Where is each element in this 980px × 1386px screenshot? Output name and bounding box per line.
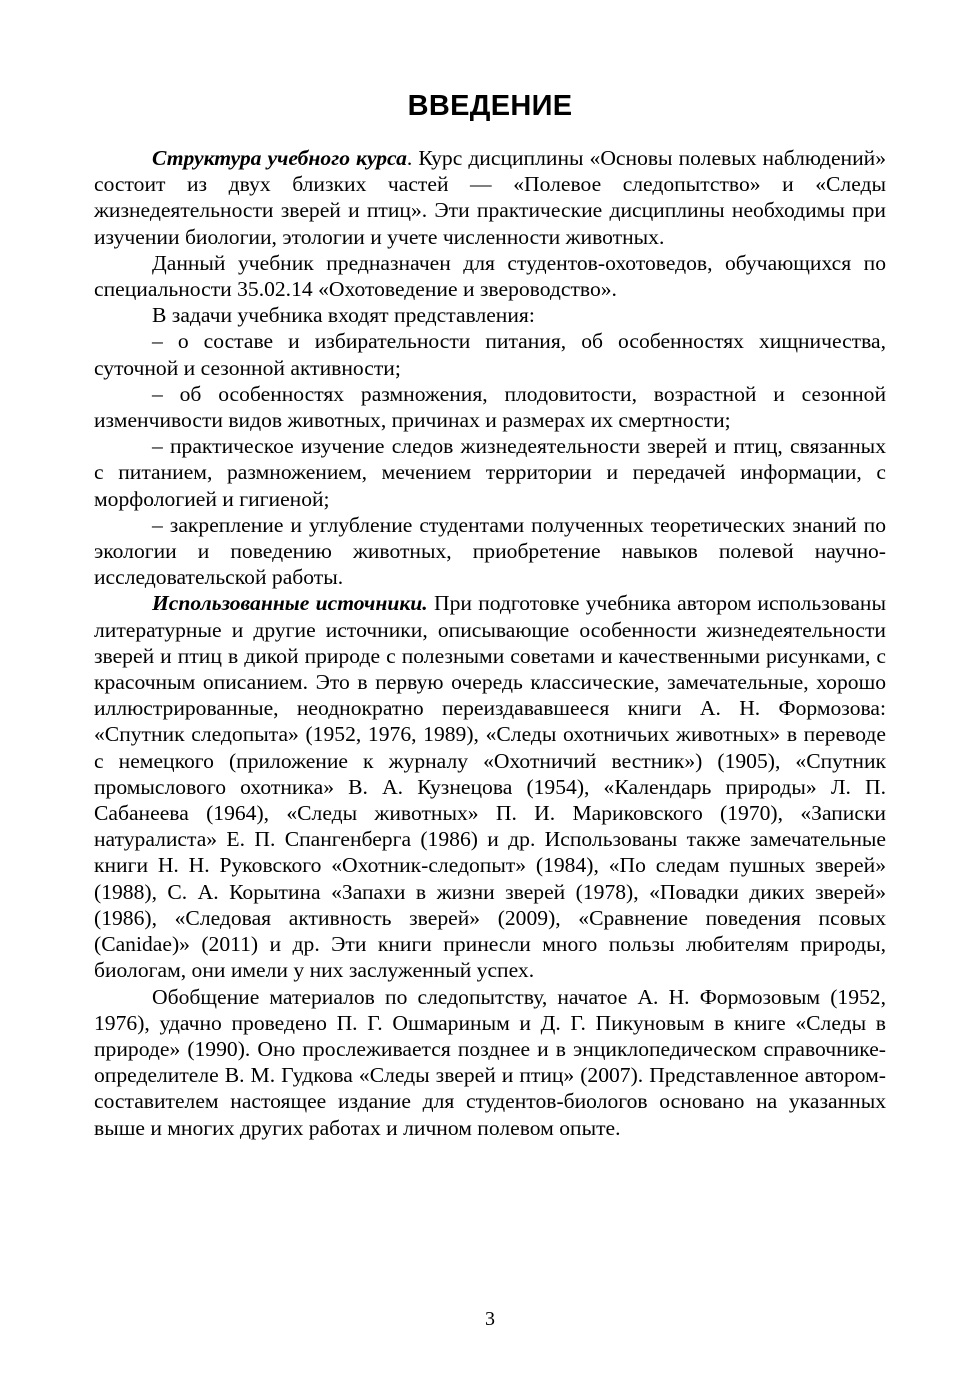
paragraph-text: Курс дисциплины «Основы полевых наблюдений» состоит из двух близких частей — «Полевое следопытство» и «Следы жизнедеятельности зверей и птиц». Эти практические дисциплины необходимы при изучении биологии, этологии и учете численности животных. [94, 146, 886, 249]
list-item-task-3: – практическое изучение следов жизнедеятельности зверей и птиц, связанных с питанием, размножением, мечением территории и передачей информации, с морфологией и гигиеной; [94, 434, 886, 511]
paragraph-lead-tail: . [406, 146, 413, 170]
body-text [94, 145, 886, 1141]
paragraph-text: При подготовке учебника автором использованы литературные и другие источники, описывающие особенности жизнедеятельности зверей и птиц в дикой природе с полезными советами и качественными рисунками, с красочным описанием. Это в первую очередь классические, замечательные, хорошо иллюстрированные, неоднократно переиздававшееся книги А. Н. Формозова: «Спутник следопыта» (1952, 1976, 1989), «Следы охотничьих животных» в переводе с немецкого (приложение к журналу «Охотничий вестник») (1905), «Спутник промыслового охотника» В. А. Кузнецова (1954), «Календарь природы» Л. П. Сабанеева (1964), «Следы животных» П. И. Мариковского (1970), «Записки натуралиста» Е. П. Спангенберга (1986) и др. Использованы также замечательные книги Н. Н. Руковского «Охотник-следопыт» (1984), «По следам пушных зверей» (1988), С. А. Корытина «Запахи в жизни зверей (1978), «Повадки диких зверей» (1986), «Следовая активность зверей» (2009), «Сравнение поведения псовых (Canidae)» (2011) и др. Эти книги принесли много пользы любителям природы, биологам, они имели у них заслуженный успех. [94, 591, 886, 983]
paragraph-lead: Использованные источники. [152, 591, 428, 616]
list-item-task-2: – об особенностях размножения, плодовитости, возрастной и сезонной изменчивости видов животных, причинах и размерах их смертности; [94, 381, 886, 433]
list-item-task-1: – о составе и избирательности питания, об особенностях хищничества, суточной и сезонной активности; [94, 329, 886, 380]
page-content [94, 90, 886, 1141]
paragraph-sources [94, 590, 886, 983]
paragraph-tasks-intro: В задачи учебника входят представления: [152, 303, 535, 328]
page-title: ВВЕДЕНИЕ [407, 90, 573, 122]
paragraph-summary: Обобщение материалов по следопытству, начатое А. Н. Формозовым (1952, 1976), удачно проведено П. Г. Ошмариным и Д. Г. Пикуновым в книге «Следы в природе» (1990). Оно прослеживается позднее и в энциклопедическом справочнике-определителе В. М. Гудкова «Следы зверей и птиц» (2007). Представленное автором-составителем настоящее издание для студентов-биологов основано на указанных выше и многих других работах и личном полевом опыте. [94, 984, 886, 1140]
paragraph-audience: Данный учебник предназначен для студентов-охотоведов, обучающихся по специальности 35.02.14 «Охотоведение и звероводство». [94, 250, 886, 302]
paragraph-course-structure [94, 145, 886, 250]
paragraph-lead: Структура учебного курса [152, 146, 407, 170]
page-number: 3 [485, 1308, 495, 1330]
list-item-task-4: – закрепление и углубление студентами полученных теоретических знаний по экологии и поведению животных, приобретение навыков полевой научно-исследовательской работы. [94, 512, 886, 590]
